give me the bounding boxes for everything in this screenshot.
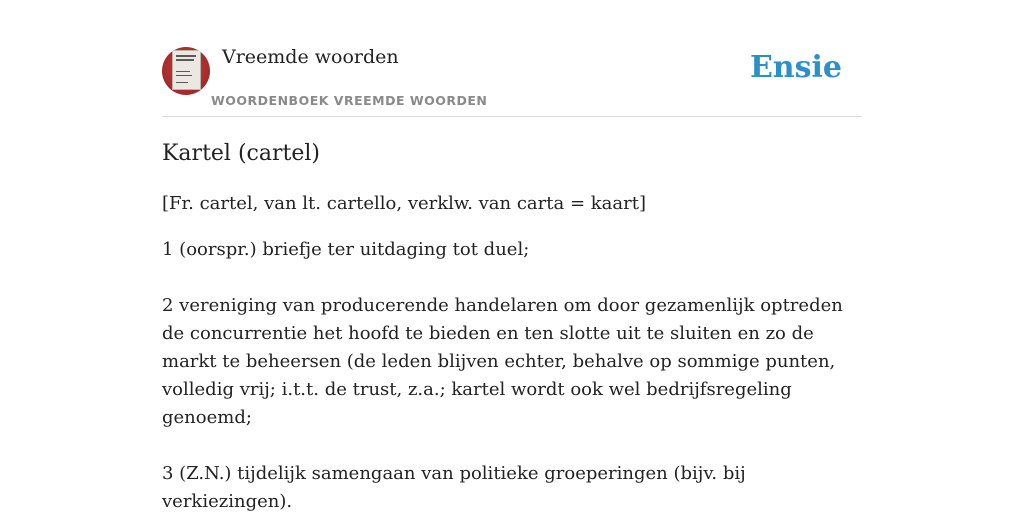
definition-item: 3 (Z.N.) tijdelijk samengaan van politieke groeperingen (bijv. bij verkiezingen).	[162, 463, 746, 512]
site-header	[162, 44, 862, 117]
entry-title: Kartel (cartel)	[162, 141, 320, 166]
dictionary-book-icon[interactable]	[162, 47, 210, 95]
definition-item: 2 vereniging van producerende handelaren om door gezamenlijk optreden de concurrentie het hoofd te bieden en ten slotte uit te sluiten en zo de markt te beheersen (de leden blijven echter, behalve op sommige punten, volledig vrij; i.t.t. de trust, z.a.; kartel wordt ook wel bedrijfsregeling genoemd;	[162, 295, 843, 428]
site-title-link[interactable]: Vreemde woorden	[222, 46, 399, 68]
definitions-list	[162, 236, 862, 512]
ensie-logo-link[interactable]: Ensie	[749, 50, 842, 85]
site-subtitle: WOORDENBOEK VREEMDE WOORDEN	[211, 93, 488, 108]
definition-item: 1 (oorspr.) briefje ter uitdaging tot duel;	[162, 239, 530, 260]
etymology: [Fr. cartel, van lt. cartello, verklw. van carta = kaart]	[162, 193, 646, 214]
entry-content	[162, 138, 862, 512]
